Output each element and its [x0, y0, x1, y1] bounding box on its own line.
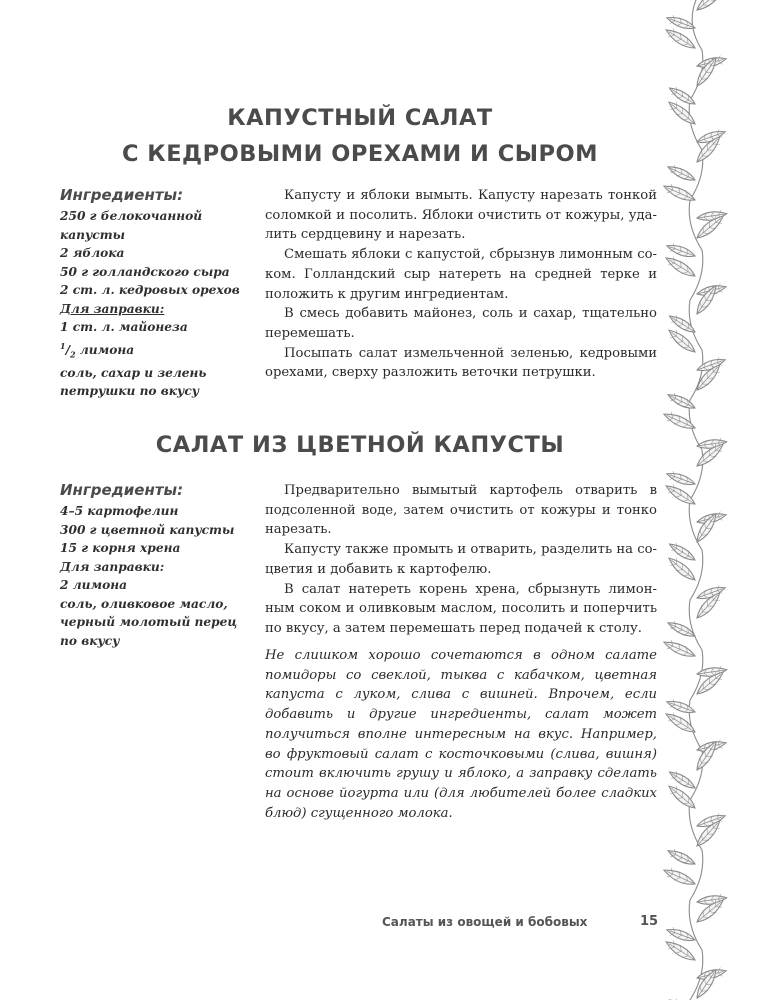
leaf-icon: [665, 470, 696, 489]
ingredient-item: соль, оливковое масло,: [60, 596, 228, 611]
fraction-rest: лимона: [75, 342, 135, 357]
ingredient-item: 300 г цветной капусты: [60, 522, 235, 537]
ingredients-heading: Ингредиенты:: [60, 481, 184, 499]
ingredient-item: 2 яблока: [60, 246, 125, 260]
dressing-item: 1 ст. л. майонеза: [60, 320, 188, 334]
instruction-paragraph: Смешать яблоки с капустой, сбрызнув лимонным соком. Голландский сыр натереть на средней терке и положить к другим ингредиентам.: [265, 247, 657, 302]
leaf-icon: [664, 710, 698, 736]
fraction-denominator: 2: [70, 349, 76, 359]
leaf-icon: [664, 26, 698, 52]
instruction-paragraph: Посыпать салат измельченной зеленью, кедровыми орехами, сверху разложить веточки петрушки.: [265, 345, 657, 381]
ingredient-item: 4–5 картофелин: [60, 504, 179, 518]
leaf-vine-border-icon: [653, 0, 739, 1000]
leaf-icon: [666, 391, 697, 412]
instruction-paragraph: Предварительно вымытый картофель отварить в подсоленной воде, затем очистить от кожуры и тонко нарезать.: [265, 483, 657, 538]
dressing-heading: Для заправки:: [60, 559, 165, 574]
ingredient-item: 15 г корня хрена: [60, 541, 181, 555]
ingredient-item: 50 г голландского сыра: [60, 264, 230, 279]
recipe-instructions: [265, 481, 657, 639]
ingredients-list: [60, 183, 250, 401]
leaf-icon: [664, 254, 698, 280]
recipe-title-line-2: С КЕДРОВЫМИ ОРЕХАМИ И СЫРОМ: [121, 141, 599, 167]
dressing-heading: Для заправки:: [60, 301, 165, 316]
leaf-icon: [664, 938, 698, 964]
leaf-icon: [662, 866, 697, 889]
recipe-title: [60, 427, 660, 463]
instruction-paragraph: В смесь добавить майонез, соль и сахар, тщательно перемешать.: [265, 306, 657, 341]
dressing-item: соль, сахар и зелень: [60, 365, 207, 380]
instruction-paragraph: Капусту и яблоки вымыть. Капусту нарезать тонкой соломкой и посолить. Яблоки очистить от кожуры, удалить сердцевину и нарезать.: [265, 188, 657, 243]
ingredient-item: 250 г белокочанной: [60, 209, 203, 223]
ingredient-item: 2 лимона: [60, 578, 128, 592]
dressing-item: петрушки по вкусу: [60, 384, 200, 398]
ingredients-list: [60, 478, 250, 650]
recipe-title-line: САЛАТ ИЗ ЦВЕТНОЙ КАПУСТЫ: [155, 432, 565, 458]
ingredient-item: 2 ст. л. кедровых орехов: [60, 283, 240, 297]
leaf-icon: [666, 847, 697, 868]
note-text: Не слишком хорошо сочетаются в одном салате помидоры со свеклой, тыква с кабачком, цветная капуста с луком, слива с вишней. Впрочем, если добавить и другие ингредиенты, салат может получиться вполне интересным на вкус. Например, во фруктовый салат с косточковыми (слива, вишня) стоит включить грушу и яблоко, а заправку сделать на основе йогурта или (для любителей более сладких блюд) сгущенного молока.: [265, 648, 657, 821]
recipe-title-line-1: КАПУСТНЫЙ САЛАТ: [227, 105, 493, 131]
leaf-icon: [666, 163, 697, 184]
page-number: 15: [640, 914, 659, 929]
leaf-icon: [662, 638, 697, 661]
recipe-title: [60, 100, 660, 172]
leaf-icon: [662, 182, 697, 205]
instruction-paragraph: Капусту также промыть и отварить, разделить на соцветия и добавить к картофелю.: [265, 542, 657, 577]
ingredient-item: капусты: [60, 227, 126, 242]
leaf-icon: [665, 242, 696, 261]
ingredients-heading: Ингредиенты:: [60, 186, 184, 204]
ingredient-item: по вкусу: [60, 633, 120, 648]
cooking-note: [265, 646, 657, 823]
dressing-item-fraction: $^1/_2$ лимона: [60, 340, 135, 359]
leaf-icon: [665, 698, 696, 717]
leaf-icon: [667, 996, 697, 1000]
running-footer-title: Салаты из овощей и бобовых: [382, 915, 588, 929]
instruction-paragraph: В салат натереть корень хрена, сбрызнуть лимонным соком и оливковым маслом, посолить и поперчить по вкусу, а затем перемешать перед подачей к столу.: [265, 581, 657, 636]
recipe-instructions: [265, 186, 657, 383]
fraction-numerator: 1: [60, 340, 66, 351]
ingredient-item: черный молотый перец: [60, 615, 238, 629]
leaf-icon: [694, 0, 726, 14]
